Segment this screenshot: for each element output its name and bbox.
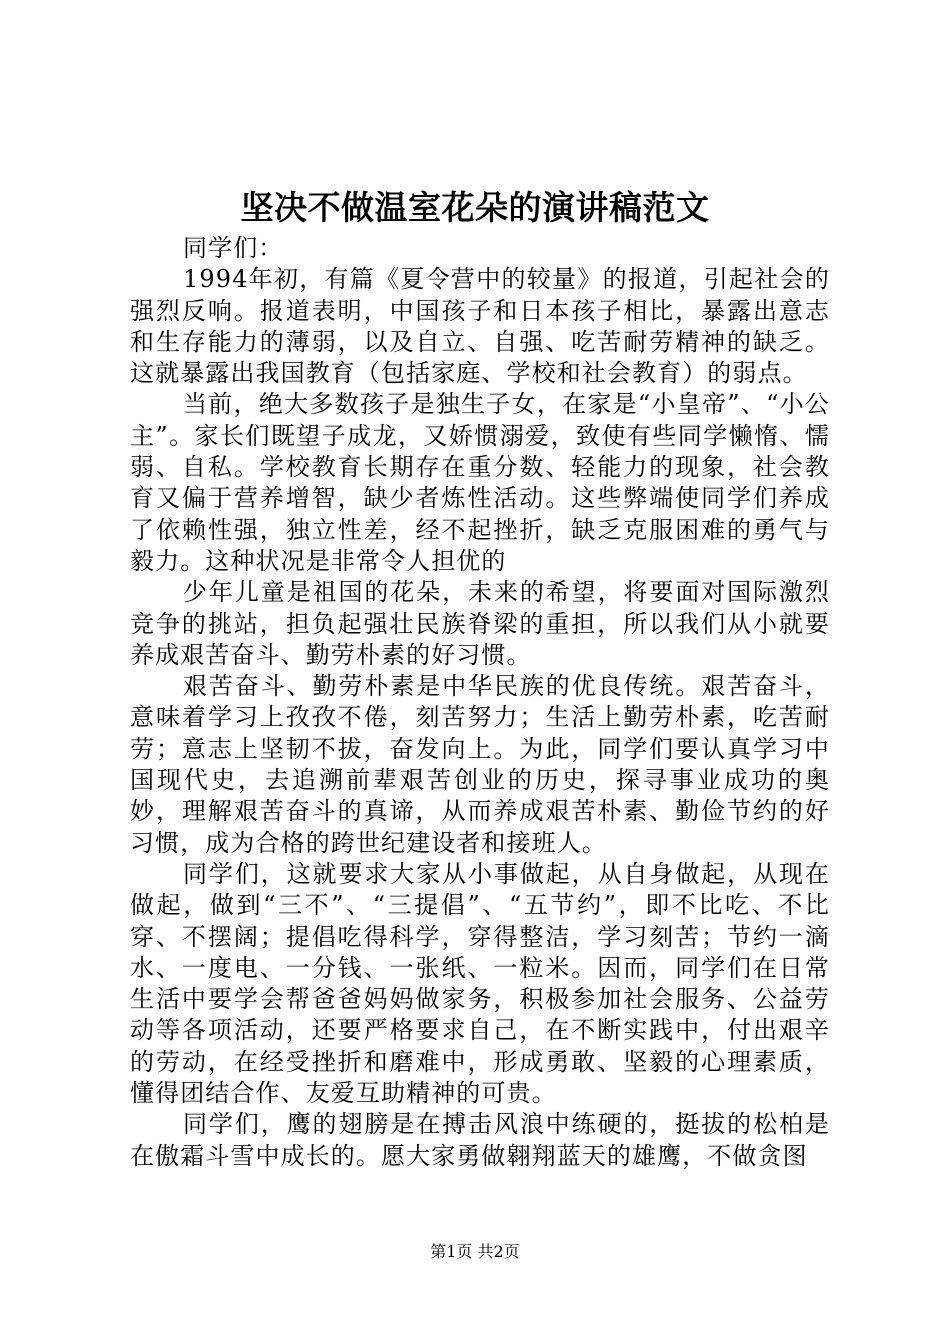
paragraph: 同学们，鹰的翅膀是在搏击风浪中练硬的，挺拔的松柏是在傲霜斗雪中成长的。愿大家勇做翱翔蓝天的雄鹰，不做贪图 — [130, 1110, 830, 1170]
page-number-footer: 第1页 共2页 — [430, 1242, 520, 1261]
paragraph: 当前，绝大多数孩子是独生子女，在家是“小皇帝”、“小公主”。家长们既望子成龙，又娇惯溺爱，致使有些同学懒惰、懦弱、自私。学校教育长期存在重分数、轻能力的现象，社会教育又偏于营养增智，缺少者炼性活动。这些弊端使同学们养成了依赖性强，独立性差，经不起挫折，缺乏克服困难的勇气与毅力。这种状况是非常令人担优的 — [130, 390, 830, 575]
document-body — [130, 233, 830, 1172]
document-title: 坚决不做温室花朵的演讲稿范文 — [240, 188, 710, 227]
paragraph: 1994年初，有篇《夏令营中的较量》的报道，引起社会的强烈反响。报道表明，中国孩子和日本孩子相比，暴露出意志和生存能力的薄弱，以及自立、自强、吃苦耐劳精神的缺乏。这就暴露出我国教育（包括家庭、学校和社会教育）的弱点。 — [130, 265, 830, 388]
paragraph: 同学们，这就要求大家从小事做起，从自身做起，从现在做起，做到“三不”、“三提倡”、“五节约”，即不比吃、不比穿、不摆阔；提倡吃得科学，穿得整洁，学习刻苦；节约一滴水、一度电、一分钱、一张纸、一粒米。因而，同学们在日常生活中要学会帮爸爸妈妈做家务，积极参加社会服务、公益劳动等各项活动，还要严格要求自己，在不断实践中，付出艰辛的劳动，在经受挫折和磨难中，形成勇敢、坚毅的心理素质，懂得团结合作、友爱互助精神的可贵。 — [130, 859, 830, 1108]
paragraph: 少年儿童是祖国的花朵，未来的希望，将要面对国际激烈竞争的挑站，担负起强壮民族脊梁的重担，所以我们从小就要养成艰苦奋斗、勤劳朴素的好习惯。 — [130, 578, 830, 669]
paragraph: 艰苦奋斗、勤劳朴素是中华民族的优良传统。艰苦奋斗，意味着学习上孜孜不倦，刻苦努力；生活上勤劳朴素，吃苦耐劳；意志上坚韧不拔，奋发向上。为此，同学们要认真学习中国现代史，去追溯前辈艰苦创业的历史，探寻事业成功的奥妙，理解艰苦奋斗的真谛，从而养成艰苦朴素、勤俭节约的好习惯，成为合格的跨世纪建设者和接班人。 — [130, 672, 830, 857]
salutation: 同学们： — [183, 234, 284, 262]
